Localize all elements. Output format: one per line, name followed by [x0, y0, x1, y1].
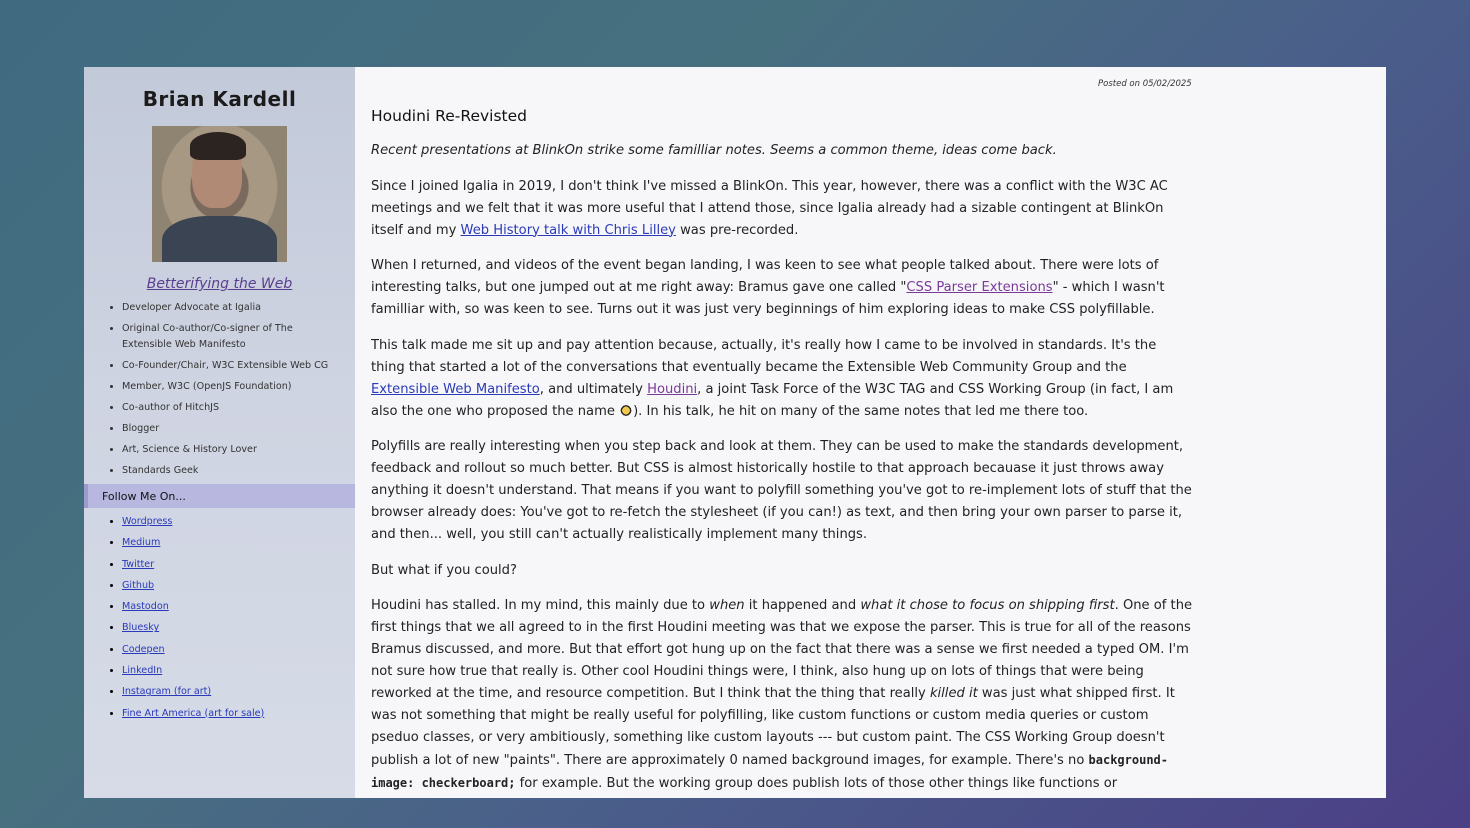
- extensible-web-manifesto-link[interactable]: Extensible Web Manifesto: [371, 381, 540, 397]
- social-link-fine-art-america[interactable]: Fine Art America (art for sale): [122, 707, 265, 719]
- css-parser-extensions-link[interactable]: CSS Parser Extensions: [906, 280, 1053, 295]
- social-link-linkedin[interactable]: LinkedIn: [122, 665, 163, 677]
- bio-item: • Co-author of HitchJS: [122, 400, 355, 416]
- social-link-wordpress[interactable]: Wordpress: [122, 516, 173, 527]
- social-link-codepen[interactable]: Codepen: [122, 643, 165, 655]
- article: [371, 107, 1193, 795]
- paragraph: When I returned, and videos of the event began landing, I was keen to see what people talked about. There were lots of interesting talks, but one jumped out at me right away: Bramus gave one called "CSS Parser Extensions" - which I wasn't familliar with, so was keen to see. Turns out it was just very beginnings of him exploring ideas to make CSS polyfillable.: [371, 258, 1165, 317]
- bio-item: • Co-Founder/Chair, W3C Extensible Web CG: [122, 358, 355, 374]
- author-photo: [152, 126, 287, 262]
- bio-item: • Blogger: [122, 421, 355, 437]
- social-link-bluesky[interactable]: Bluesky: [122, 622, 160, 634]
- paragraph: This talk made me sit up and pay attention because, actually, it's really how I came to be involved in standards. It's the thing that started a lot of the conversations that eventually became the Extensible Web Community Group and the Extensible Web Manifesto, and ultimately Houdini, a joint Task Force of the W3C TAG and CSS Working Group (in fact, I am also the one who proposed the name ). In his talk, he hit on many of the same notes that led me there too.: [371, 337, 1174, 419]
- social-link-instagram[interactable]: Instagram (for art): [122, 686, 212, 698]
- page-frame: [84, 67, 1386, 798]
- bio-item: • Art, Science & History Lover: [122, 442, 355, 458]
- post-date: Posted on 05/02/2025: [1098, 79, 1192, 89]
- bio-item: • Member, W3C (OpenJS Foundation): [122, 379, 355, 395]
- post-lead: Recent presentations at BlinkOn strike some familliar notes. Seems a common theme, ideas come back.: [371, 143, 1057, 158]
- houdini-link[interactable]: Houdini: [647, 381, 698, 397]
- author-name: Brian Kardell: [142, 87, 297, 111]
- bio-item: • Original Co-author/Co-signer of The Extensible Web Manifesto: [122, 321, 355, 353]
- bio-item: • Developer Advocate at Igalia: [122, 300, 355, 316]
- paragraph: Houdini has stalled. In my mind, this mainly due to when it happened and what it chose to focus on shipping first. One of the first things that we all agreed to in the first Houdini meeting was that we expose the parser. This is true for all of the reasons Bramus discussed, and more. But that effort got hung up on the fact that there was a sense we first needed a typed OM. I'm not sure how true that really is. Other cool Houdini things were, I think, also hung up on lots of things that were being reworked at the time, and resource competition. But I think that the thing that really killed it was just what shipped first. It was not something that might be really useful for polyfilling, like custom functions or custom media queries or custom pseduo classes, or very ambitiously, something like custom layouts --- but custom paint. The CSS Working Group doesn't publish a lot of new "paints". There are approximately 0 named background images, for example. There's no background-image: checkerboard; for example. But the working group does publish lots of those other things like functions or: [371, 598, 1193, 791]
- bio-list: [84, 300, 355, 479]
- paragraph: But what if you could?: [371, 562, 517, 578]
- main-content: [355, 67, 1386, 798]
- emoji-icon: [619, 404, 633, 417]
- paragraph: Polyfills are really interesting when you step back and look at them. They can be used to make the standards development, feedback and rollout so much better. But CSS is almost historically hostile to that approach becauase it just throws away anything it doesn't understand. That means if you want to polyfill something you've got to re-implement lots of stuff that the browser already does: You've got to re-fetch the stylesheet (if you can!) as text, and then bring your own parser to parse it, and then... well, you still can't actually realistically implement many things.: [371, 439, 1192, 542]
- tagline: [84, 276, 355, 292]
- post-title: Houdini Re-Revisted: [371, 107, 527, 125]
- sidebar: [84, 67, 355, 798]
- social-link-mastodon[interactable]: Mastodon: [122, 601, 169, 613]
- tagline-link[interactable]: Betterifying the Web: [146, 276, 293, 292]
- follow-heading: Follow Me On...: [84, 484, 355, 508]
- social-links: [84, 514, 355, 722]
- web-history-talk-link[interactable]: Web History talk with Chris Lilley: [460, 222, 676, 238]
- paragraph: Since I joined Igalia in 2019, I don't think I've missed a BlinkOn. This year, however, there was a conflict with the W3C AC meetings and we felt that it was more useful that I attend those, since Igalia already had a sizable contingent at BlinkOn itself and my Web History talk with Chris Lilley was pre-recorded.: [371, 178, 1168, 238]
- code-snippet: background-image: checkerboard;: [371, 753, 1168, 790]
- bio-item: • Standards Geek: [122, 463, 355, 479]
- social-link-medium[interactable]: Medium: [122, 537, 161, 549]
- social-link-twitter[interactable]: Twitter: [122, 558, 155, 570]
- social-link-github[interactable]: Github: [122, 579, 155, 591]
